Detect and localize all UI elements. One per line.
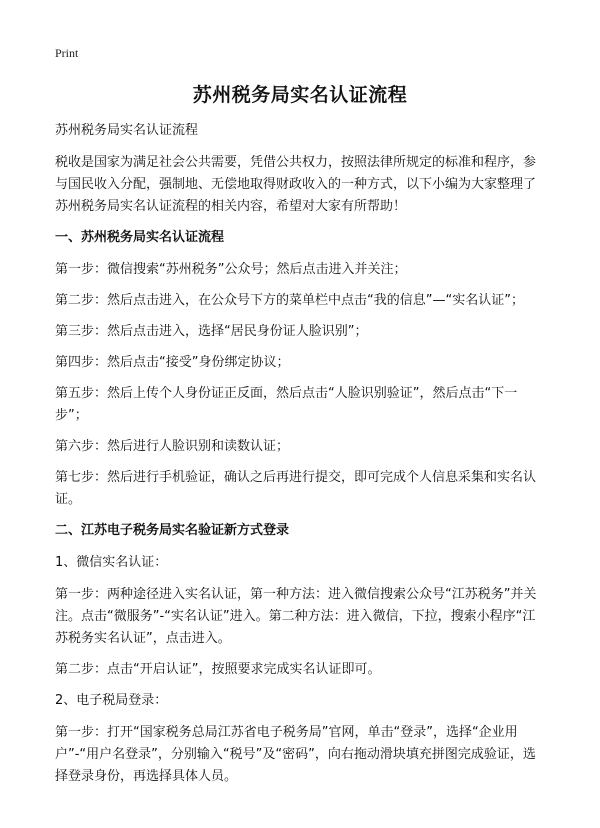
- article-body: [55, 120, 546, 797]
- subsection-title: 1、微信实名认证：: [55, 555, 168, 570]
- step-paragraph: 第二步：点击“开启认证”，按照要求完成实名认证即可。: [55, 662, 381, 677]
- step-paragraph: 第一步：两种途径进入实名认证，第一种方法：进入微信搜索公众号“江苏税务”并关注。点击“微服务”-“实名认证”进入。第二种方法：进入微信，下拉，搜索小程序“江苏税务实名认证”，点击进入。: [55, 587, 537, 646]
- step-paragraph: 第五步：然后上传个人身份证正反面，然后点击“人脸识别验证”，然后点击“下一步”；: [55, 386, 518, 423]
- step-paragraph: 第一步：打开“国家税务总局江苏省电子税务局”官网，单击“登录”，选择“企业用户”-“用户名登录”，分别输入“税号”及“密码”，向右拖动滑块填充拼图完成验证，选择登录身份，再选择具体人员。: [55, 725, 536, 784]
- intro-paragraph: 税收是国家为满足社会公共需要，凭借公共权力，按照法律所规定的标准和程序，参与国民收入分配，强制地、无偿地取得财政收入的一种方式，以下小编为大家整理了苏州税务局实名认证流程的相关内容，希望对大家有所帮助！: [55, 155, 537, 214]
- article-subtitle: 苏州税务局实名认证流程: [55, 123, 199, 138]
- step-paragraph: 第七步：然后进行手机验证，确认之后再进行提交，即可完成个人信息采集和实名认证。: [55, 470, 537, 507]
- step-paragraph: 第三步：然后点击进入，选择“居民身份证人脸识别”；: [55, 324, 368, 339]
- page-title: 苏州税务局实名认证流程: [192, 84, 408, 106]
- subsection-title: 2、电子税局登录：: [55, 693, 168, 708]
- step-paragraph: 第六步：然后进行人脸识别和读数认证；: [55, 439, 290, 454]
- section-heading-1: 一、苏州税务局实名认证流程: [55, 230, 225, 245]
- print-link[interactable]: Print: [55, 46, 79, 60]
- step-paragraph: 第四步：然后点击“接受”身份绑定协议；: [55, 355, 290, 370]
- step-paragraph: 第一步：微信搜索“苏州税务”公众号；然后点击进入并关注；: [55, 262, 407, 277]
- section-heading-2: 二、江苏电子税务局实名验证新方式登录: [55, 523, 290, 538]
- step-paragraph: 第二步：然后点击进入，在公众号下方的菜单栏中点击“我的信息”—“实名认证”；: [55, 293, 524, 308]
